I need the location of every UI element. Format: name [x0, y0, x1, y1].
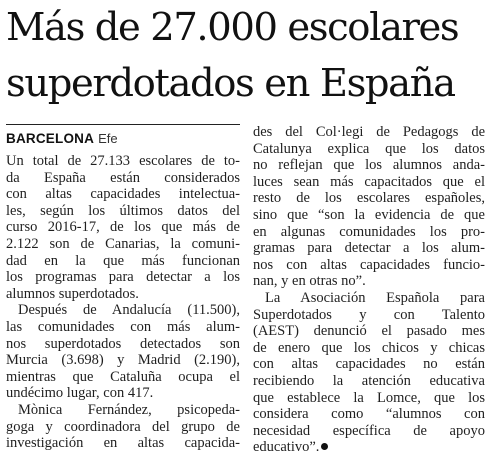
- body-line: que establece la Lomce, que los: [253, 389, 485, 406]
- headline: [6, 0, 486, 112]
- left-column: [6, 124, 240, 452]
- body-line: Catalunya explica que los datos: [253, 140, 485, 157]
- body-line: considera como “alumnos con: [253, 406, 485, 423]
- body-line: des del Col·legi de Pedagogs de: [253, 124, 485, 140]
- body-line: da España están considerados: [6, 169, 240, 186]
- byline-city: BARCELONA: [6, 131, 95, 146]
- body-line: curso 2016-17, de los que más de: [6, 219, 240, 236]
- body-line: en algunas comunidades los pro-: [253, 223, 485, 240]
- body-line: undécimo lugar, con 417.: [6, 385, 154, 402]
- body-line: goga y coordinadora del grupo de: [6, 418, 240, 435]
- body-line: necesidad específica de apoyo: [253, 422, 485, 439]
- body-line: 2.122 son de Canarias, la comuni-: [6, 235, 240, 252]
- headline-line-2: superdotados en España: [6, 61, 455, 106]
- body-line: investigación en altas capacida-: [6, 435, 240, 452]
- body-line: luces sean más capacitados que el: [253, 173, 485, 190]
- body-line: gramas para detectar a los alum-: [253, 240, 485, 257]
- body-line: resto de los escolares españoles,: [253, 190, 485, 207]
- body-line: Murcia (3.698) y Madrid (2.190),: [6, 352, 240, 369]
- body-line: los programas para detectar a los: [6, 269, 240, 286]
- body-line: con altas capacidades intelectua-: [6, 186, 240, 203]
- body-line: La Asociación Española para: [265, 289, 485, 306]
- right-column: [253, 124, 485, 456]
- end-of-article-bullet-icon: [321, 443, 328, 450]
- byline-agency: Efe: [98, 131, 118, 146]
- headline-line-1: Más de 27.000 escolares: [6, 5, 459, 50]
- body-line: alumnos superdotados.: [6, 285, 139, 302]
- body-line: les, según los últimos datos del: [6, 202, 240, 219]
- body-line: de enero que los chicos y chicas: [253, 339, 485, 356]
- body-line: dad en la que más funcionan: [6, 252, 240, 269]
- body-line: con altas capacidades no están: [253, 356, 485, 373]
- body-line: las comunidades con más alum-: [6, 318, 240, 335]
- body-line: nos con altas capacidades funcio-: [253, 256, 485, 273]
- body-line: nan, y en otras no”.: [253, 273, 366, 290]
- body-line: mientras que Cataluña ocupa el: [6, 368, 240, 385]
- body-line: Mònica Fernández, psicopeda-: [18, 401, 240, 418]
- byline: [6, 124, 240, 153]
- body-line: Después de Andalucía (11.500),: [18, 302, 240, 319]
- body-line: (AEST) denunció el pasado mes: [253, 323, 485, 340]
- body-line-last-text: educativo”.: [253, 439, 320, 456]
- body-line: nos superdotados detectados son: [6, 335, 240, 352]
- body-line: sino que “son la evidencia de que: [253, 206, 485, 223]
- body-line: no reflejan que los alumnos anda-: [253, 157, 485, 174]
- body-line: recibiendo la atención educativa: [253, 372, 485, 389]
- body-line-last: [253, 439, 485, 456]
- body-line: Superdotados y con Talento: [253, 306, 485, 323]
- body-line: Un total de 27.133 escolares de to-: [6, 153, 240, 169]
